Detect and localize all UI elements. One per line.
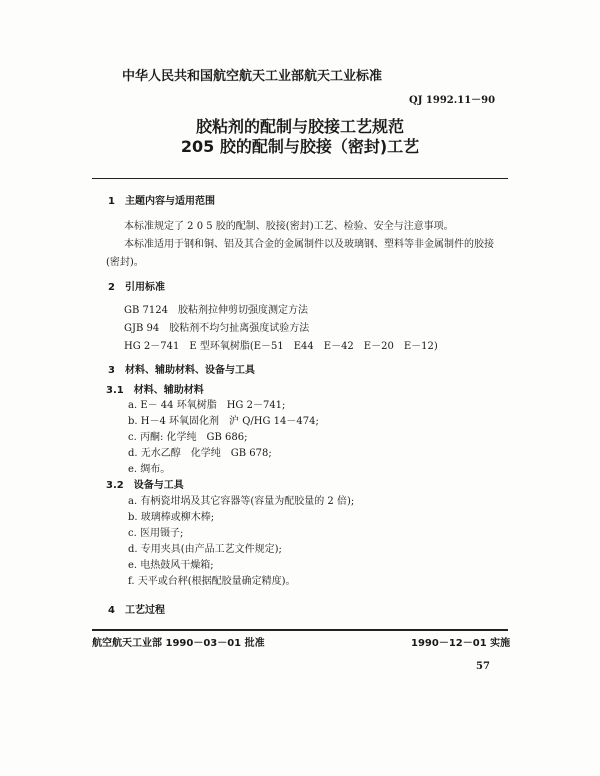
section-1-para-2-cont: (密封)。: [106, 257, 144, 268]
section-3-1-heading: 3.1 材料、辅助材料: [106, 385, 204, 396]
section-1-para-1: 本标准规定了 2 0 5 胶的配制、胶接(密封)工艺、检验、安全与注意事项。: [124, 221, 454, 232]
header-divider: [92, 178, 508, 179]
material-item: d. 无水乙醇 化学纯 GB 678;: [128, 448, 272, 459]
equipment-item: c. 医用镊子;: [128, 528, 184, 539]
effective-date: 1990－12－01 实施: [411, 638, 511, 649]
equipment-item: b. 玻璃棒或柳木棒;: [128, 512, 215, 523]
footer-divider: [92, 629, 508, 631]
section-3-2-heading: 3.2 设备与工具: [106, 480, 184, 491]
title-line-1: 胶粘剂的配制与胶接工艺规范: [195, 117, 404, 136]
standard-code: QJ 1992.11－90: [409, 95, 496, 106]
issuing-authority: 中华人民共和国航空航天工业部航天工业标准: [122, 69, 383, 84]
material-item: c. 丙酮: 化学纯 GB 686;: [128, 432, 248, 443]
equipment-item: d. 专用夹具(由产品工艺文件规定);: [128, 544, 282, 555]
reference-item: HG 2－741 E 型环氧树脂(E－51 E44 E－42 E－20 E－12): [124, 341, 438, 352]
section-2-heading: 2 引用标准: [108, 282, 165, 293]
reference-item: GJB 94 胶粘剂不均匀扯离强度试验方法: [124, 323, 310, 334]
material-item: e. 绸布。: [128, 464, 171, 475]
equipment-item: e. 电热鼓风干燥箱;: [128, 560, 214, 571]
approval-date: 航空航天工业部 1990－03－01 批准: [92, 638, 265, 649]
section-3-heading: 3 材料、辅助材料、设备与工具: [108, 365, 255, 376]
page-number: 57: [476, 661, 490, 672]
material-item: a. E－ 44 环氧树脂 HG 2－741;: [128, 400, 286, 411]
reference-item: GB 7124 胶粘剂拉伸剪切强度测定方法: [124, 305, 308, 316]
material-item: b. H－4 环氧固化剂 沪 Q/HG 14－474;: [128, 416, 319, 427]
section-4-heading: 4 工艺过程: [108, 605, 165, 616]
title-line-2: 205 胶的配制与胶接（密封)工艺: [180, 137, 420, 156]
section-1-para-2: 本标准适用于钢和铜、铝及其合金的金属制件以及玻璃钢、塑料等非金属制件的胶接: [124, 239, 494, 250]
section-1-heading: 1 主题内容与适用范围: [108, 196, 215, 207]
equipment-item: a. 有柄瓷坩埚及其它容器等(容量为配胶量的 2 倍);: [128, 496, 355, 507]
equipment-item: f. 天平或台秤(根据配胶量确定精度)。: [128, 576, 296, 587]
